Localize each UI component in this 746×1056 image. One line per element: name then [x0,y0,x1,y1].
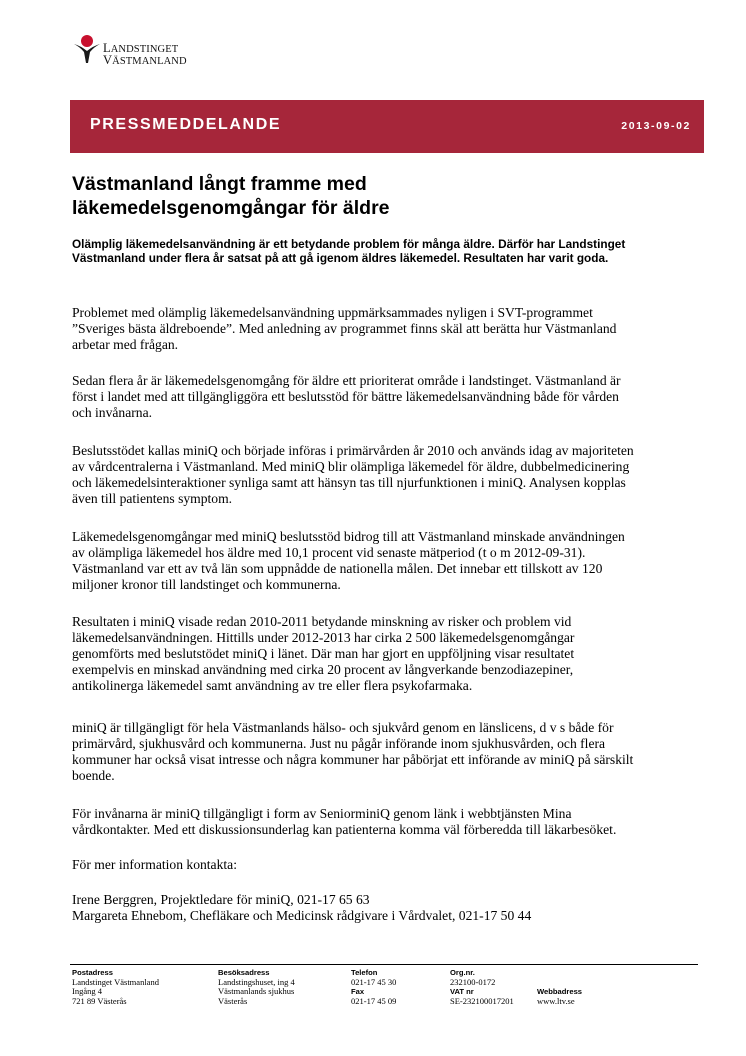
paragraph-3: Beslutsstödet kallas miniQ och började införas i primärvården år 2010 och används idag av majoriteten av vårdcentralerna i Västmanland. Med miniQ blir olämpliga läkemedel för äldre, dubbelmedicinering och läkemedelsinteraktioner synliga samt att hänsyn tas till njurfunktionen i miniQ. Analysen kopplas även till patientens symptom. [72,443,634,506]
headline [72,172,632,220]
banner-date: 2013-09-02 [621,120,691,132]
website-link[interactable]: www.ltv.se [537,995,575,1006]
paragraph-5: Resultaten i miniQ visade redan 2010-2011 betydande minskning av risker och problem vid läkemedelsanvändningen. Hittills under 2012-2013 har cirka 2 500 läkemedelsgenomgångar genomförts med beslutstödet miniQ i länet. Där man har gjort en uppföljning visar resultatet exempelvis en minskad användning med cirka 20 procent av långverkande benzodiazepiner, antikolinerga läkemedel samt användning av tre eller flera psykofarmaka. [72,614,575,693]
logo [72,34,212,66]
banner-title: PRESSMEDDELANDE [90,116,282,133]
footer-orgnr: Org.nr. 232100-0172 VAT nr SE-232100017201 [450,968,514,1006]
paragraph-2: Sedan flera år är läkemedelsgenomgång för äldre ett prioriterat område i landstinget. Västmanland är först i landet med att tillgängliggöra ett beslutsstöd för bättre läkemedelsanvändning både för vården och invånarna. [72,373,621,420]
paragraph-4: Läkemedelsgenomgångar med miniQ beslutsstöd bidrog till att Västmanland minskade användningen av olämpliga läkemedel hos äldre med 10,1 procent vid senaste mätperiod (t o m 2012-09-31). Västmanland var ett av två län som uppnådde de nationella målen. Det innebar ett tillskott av 120 miljoner kronor till landstinget och kommunerna. [72,529,625,592]
paragraph-6: miniQ är tillgängligt för hela Västmanlands hälso- och sjukvård genom en länslicens, d v s både för primärvård, sjukhusvård och kommunerna. Just nu pågår införande inom sjukhusvården, och flera kommuner har också visat intresse och några kommuner har påbörjat ett införande av miniQ på särskilt boende. [72,720,634,783]
footer-postadress: Postadress Landstinget Västmanland Ingång 4 721 89 Västerås [72,968,159,1006]
press-release-banner [70,100,704,153]
contact-intro: För mer information kontakta: [72,857,237,872]
lead-paragraph: Olämplig läkemedelsanvändning är ett betydande problem för många äldre. Därför har Landstinget Västmanland under flera år satsat på att gå igenom äldres läkemedel. Resultaten har varit goda. [72,237,626,265]
contact-irene-berggren: Irene Berggren, Projektledare för miniQ, 021-17 65 63 [72,892,370,907]
headline-line-1: Västmanland långt framme med [72,173,367,195]
contact-list [72,892,707,924]
headline-line-2: läkemedelsgenomgångar för äldre [72,197,390,219]
footer-divider [70,964,698,965]
landstinget-emblem-icon [72,34,102,64]
paragraph-7: För invånarna är miniQ tillgängligt i form av SeniorminiQ genom länk i webbtjänsten Mina vårdkontakter. Med ett diskussionsunderlag kan patienterna komma väl förberedda till läkarbesöket. [72,806,617,837]
footer-telefon: Telefon 021-17 45 30 Fax 021-17 45 09 [351,968,397,1006]
paragraph-1: Problemet med olämplig läkemedelsanvändning uppmärksammades nyligen i SVT-programmet ”Sveriges bästa äldreboende”. Med anledning av programmet finns skäl att berätta hur Västmanland arbetar med frågan. [72,305,617,352]
logo-wordmark: LANDSTINGET VÄSTMANLAND [103,41,187,67]
contact-margareta-ehnebom: Margareta Ehnebom, Chefläkare och Medicinsk rådgivare i Vårdvalet, 021-17 50 44 [72,908,532,923]
footer-webb: Webbadress www.ltv.se [537,987,583,1006]
footer-besoksadress: Besöksadress Landstingshuset, ing 4 Västmanlands sjukhus Västerås [218,968,295,1006]
